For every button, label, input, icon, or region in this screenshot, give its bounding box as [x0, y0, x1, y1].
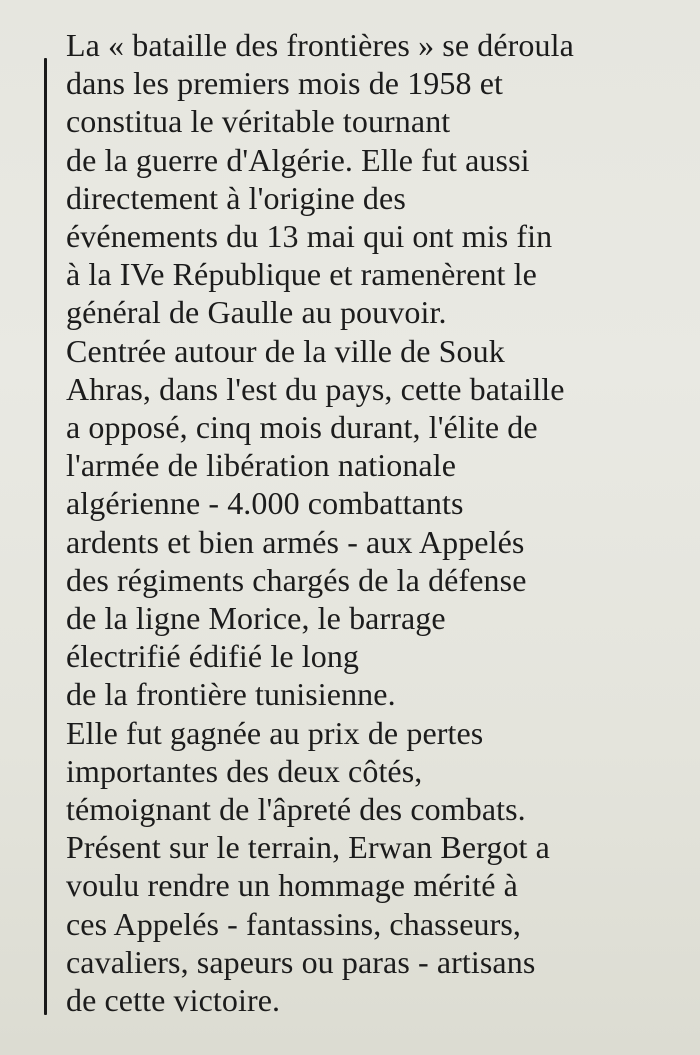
text-line: général de Gaulle au pouvoir.: [66, 294, 447, 331]
text-line: dans les premiers mois de 1958 et: [66, 65, 503, 102]
text-line: algérienne - 4.000 combattants: [66, 485, 464, 522]
text-line: Centrée autour de la ville de Souk: [66, 332, 505, 369]
text-line: à la IVe République et ramenèrent le: [66, 256, 537, 293]
text-line: de la frontière tunisienne.: [66, 676, 396, 713]
text-line: ces Appelés - fantassins, chasseurs,: [66, 905, 522, 942]
text-line: a opposé, cinq mois durant, l'élite de: [66, 409, 538, 446]
text-line: Elle fut gagnée au prix de pertes: [66, 714, 484, 751]
text-line: voulu rendre un hommage mérité à: [66, 867, 518, 904]
text-line: des régiments chargés de la défense: [66, 561, 527, 598]
text-line: de la ligne Morice, le barrage: [66, 600, 446, 637]
text-line: La « bataille des frontières » se déroula: [66, 27, 574, 63]
text-line: de cette victoire.: [66, 982, 281, 1019]
text-line: cavaliers, sapeurs ou paras - artisans: [66, 943, 536, 980]
text-line: constitua le véritable tournant: [66, 103, 451, 140]
text-line: importantes des deux côtés,: [66, 752, 423, 789]
text-line: l'armée de libération nationale: [66, 447, 457, 484]
text-line: témoignant de l'âpreté des combats.: [66, 791, 526, 828]
text-line: électrifié édifié le long: [66, 638, 360, 675]
blurb-text: [66, 26, 696, 1019]
text-line: directement à l'origine des: [66, 179, 406, 216]
text-line: Ahras, dans l'est du pays, cette bataille: [66, 370, 565, 407]
text-line: de la guerre d'Algérie. Elle fut aussi: [66, 141, 530, 178]
text-line: ardents et bien armés - aux Appelés: [66, 523, 525, 560]
vertical-rule: [44, 58, 47, 1015]
text-line: événements du 13 mai qui ont mis fin: [66, 218, 553, 255]
text-line: Présent sur le terrain, Erwan Bergot a: [66, 829, 550, 866]
